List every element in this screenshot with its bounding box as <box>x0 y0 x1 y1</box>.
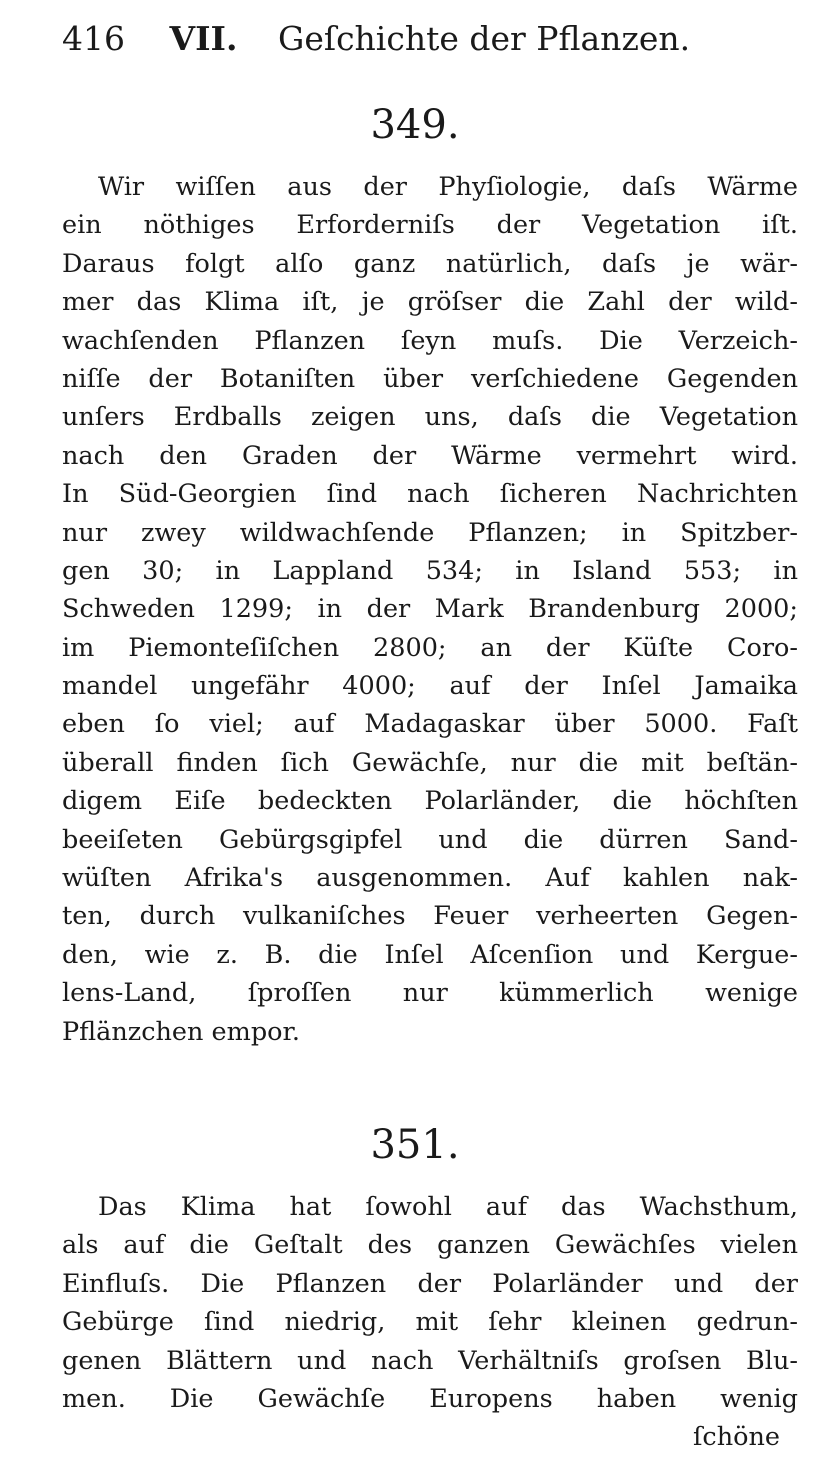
text-line: ein nöthiges Erforderniſs der Vegetation iſt. <box>62 210 798 241</box>
text-line: digem Eiſe bedeckten Polarländer, die höchſten <box>62 786 798 817</box>
paragraph-349 <box>62 168 798 1051</box>
text-line: lens-Land, ſproſſen nur kümmerlich wenige <box>62 978 798 1009</box>
text-line: Wir wiſſen aus der Phyſiologie, daſs Wärme <box>98 172 798 202</box>
text-line: Gebürge ſind niedrig, mit ſehr kleinen gedrun- <box>62 1307 798 1338</box>
text-line: niſſe der Botaniſten über verſchiedene Gegenden <box>62 363 798 394</box>
text-line: Das Klima hat ſowohl auf das Wachsthum, <box>98 1192 798 1222</box>
text-line: men. Die Gewächſe Europens haben wenig <box>62 1383 798 1414</box>
text-line: nur zwey wildwachſende Pflanzen; in Spitzber- <box>62 517 798 548</box>
text-line: wüſten Afrika's ausgenommen. Auf kahlen nak- <box>62 863 798 894</box>
chapter-number: VII. <box>169 19 238 58</box>
text-line: beeiſeten Gebürgsgipfel und die dürren Sand- <box>62 824 798 855</box>
text-line: In Süd-Georgien ſind nach ſicheren Nachrichten <box>62 479 798 510</box>
text-line: den, wie z. B. die Inſel Aſcenſion und Kergue- <box>62 939 798 970</box>
paragraph-351 <box>62 1188 798 1457</box>
text-line: Pflänzchen empor. <box>62 1016 300 1047</box>
text-line: unſers Erdballs zeigen uns, daſs die Vegetation <box>62 402 798 433</box>
text-line: eben ſo viel; auf Madagaskar über 5000. Faſt <box>62 709 798 740</box>
text-line: überall finden ſich Gewächſe, nur die mit beſtän- <box>62 747 798 778</box>
text-line: Daraus folgt alſo ganz natürlich, daſs je wär- <box>62 248 798 279</box>
text-line: genen Blättern und nach Verhältniſs groſsen Blu- <box>62 1345 798 1376</box>
text-line: gen 30; in Lappland 534; in Island 553; in <box>62 555 798 586</box>
text-line: im Piemonteſiſchen 2800; an der Küſte Coro- <box>62 632 798 663</box>
text-line: als auf die Geſtalt des ganzen Gewächſes vielen <box>62 1230 798 1261</box>
text-line: mandel ungefähr 4000; auf der Inſel Jamaika <box>62 671 798 702</box>
page-number: 416 <box>62 19 125 58</box>
text-line: mer das Klima iſt, je gröſser die Zahl der wild- <box>62 287 798 318</box>
text-line: wachſenden Pflanzen ſeyn muſs. Die Verzeich- <box>62 325 798 356</box>
text-line: Schweden 1299; in der Mark Brandenburg 2000; <box>62 594 798 625</box>
section-number-351: 351. <box>370 1122 460 1168</box>
section-number-349: 349. <box>370 102 460 148</box>
text-line: nach den Graden der Wärme vermehrt wird. <box>62 440 798 471</box>
catchword: ſchöne <box>692 1422 780 1453</box>
text-line: Einfluſs. Die Pflanzen der Polarländer und der <box>62 1268 798 1299</box>
running-title: Geſchichte der Pflanzen. <box>277 19 691 58</box>
running-head <box>62 14 762 64</box>
text-line: ten, durch vulkaniſches Feuer verheerten Gegen- <box>62 901 798 932</box>
